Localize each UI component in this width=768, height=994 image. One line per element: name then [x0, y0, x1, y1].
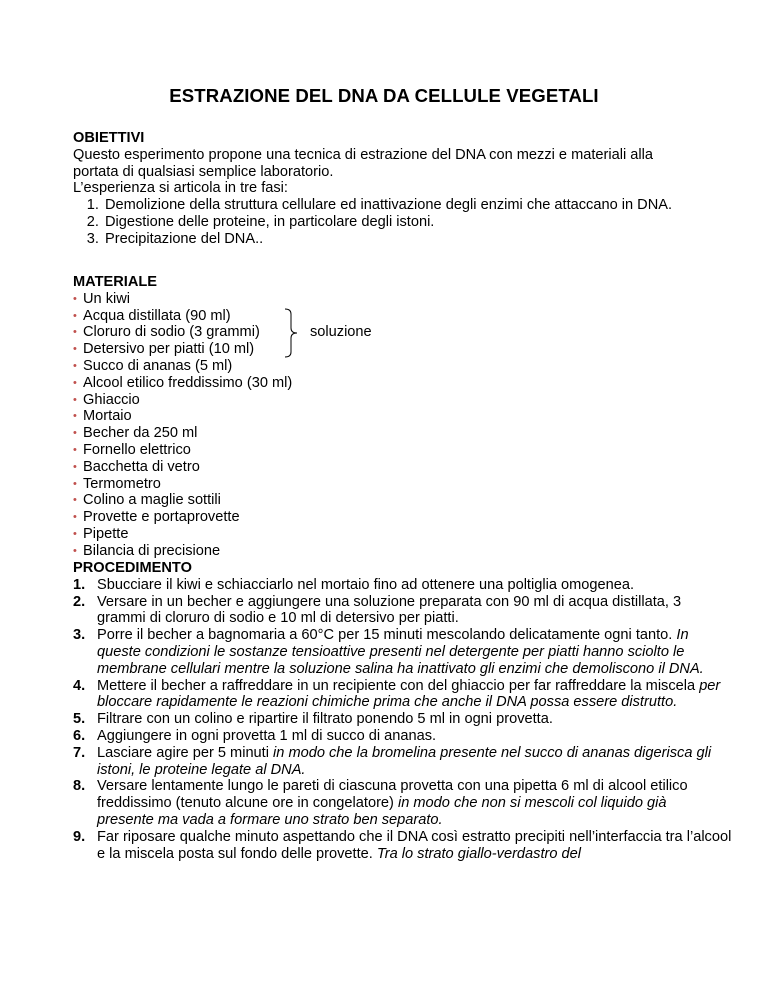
section-materiale	[73, 274, 713, 560]
list-item: • Colino a maglie sottili	[73, 492, 221, 509]
step-item: 6. Aggiungere in ogni provetta 1 ml di succo di ananas.	[73, 727, 437, 744]
step-item: 4. Mettere il becher a raffreddare in un recipiente con del ghiaccio per far raffreddare la miscela per bloccare rapidamente le reazioni chimiche prima che anche il DNA possa essere distrutto.	[73, 677, 721, 711]
list-item: • Detersivo per piatti (10 ml)	[73, 341, 255, 358]
bullet-icon: •	[73, 511, 77, 524]
list-item: • Cloruro di sodio (3 grammi)	[73, 324, 260, 341]
bullet-icon: •	[73, 309, 77, 322]
bullet-icon: •	[73, 376, 77, 389]
bullet-icon: •	[73, 292, 77, 305]
bullet-icon: •	[73, 443, 77, 456]
heading-materiale: MATERIALE	[73, 274, 158, 290]
list-item: • Termometro	[73, 475, 161, 492]
bullet-icon: •	[73, 544, 77, 557]
step-item: 3. Porre il becher a bagnomaria a 60°C per 15 minuti mescolando delicatamente ogni tanto. In queste condizioni le sostanze tensioattive presenti nel detergente per piatti hanno sciolto le membrane cellulari mentre la soluzione salina ha inattivato gli enzimi che demoliscono il DNA.	[73, 627, 704, 677]
list-item: • Alcool etilico freddissimo (30 ml)	[73, 374, 293, 391]
brace-label: soluzione	[310, 324, 372, 341]
section-procedimento	[73, 560, 732, 862]
heading-procedimento: PROCEDIMENTO	[73, 560, 192, 576]
fase-item: 2. Digestione delle proteine, in particolare degli istoni.	[103, 214, 703, 231]
list-item: • Acqua distillata (90 ml)	[73, 307, 231, 324]
list-item: • Succo di ananas (5 ml)	[73, 357, 233, 374]
section-obiettivi	[73, 130, 713, 248]
list-item: • Pipette	[73, 525, 129, 542]
list-item: • Bilancia di precisione	[73, 542, 221, 559]
heading-obiettivi: OBIETTIVI	[73, 130, 145, 146]
list-item: • Fornello elettrico	[73, 441, 191, 458]
list-item: • Bacchetta di vetro	[73, 458, 200, 475]
bullet-icon: •	[73, 427, 77, 440]
brace-icon	[283, 308, 303, 358]
list-item: • Ghiaccio	[73, 391, 140, 408]
fase-item: 1. Demolizione della struttura cellulare ed inattivazione degli enzimi che attaccano in DNA.	[103, 197, 703, 214]
step-item: 9. Far riposare qualche minuto aspettando che il DNA così estratto precipiti nell’interfaccia tra l’alcool e la miscela posta sul fondo delle provette. Tra lo strato giallo-verdastro del	[73, 828, 732, 862]
step-item: 8. Versare lentamente lungo le pareti di ciascuna provetta con una pipetta 6 ml di alcool etilico freddissimo (tenuto alcune ore in congelatore) in modo che non si mescoli col liquido già presente ma vada a formare uno strato ben separato.	[73, 778, 688, 828]
document-title: ESTRAZIONE DEL DNA DA CELLULE VEGETALI	[169, 85, 599, 106]
fasi-intro: L’esperienza si articola in tre fasi:	[73, 180, 288, 197]
fasi-list	[73, 197, 703, 247]
bullet-icon: •	[73, 494, 77, 507]
step-item: 1. Sbucciare il kiwi e schiacciarlo nel mortaio fino ad ottenere una poltiglia omogenea.	[73, 576, 635, 593]
fase-item: 3. Precipitazione del DNA..	[103, 231, 703, 248]
list-item: • Mortaio	[73, 408, 132, 425]
obiettivi-intro: Questo esperimento propone una tecnica di estrazione del DNA con mezzi e materiali alla portata di qualsiasi semplice laboratorio.	[73, 146, 654, 180]
materiale-list	[73, 291, 713, 560]
bullet-icon: •	[73, 410, 77, 423]
bullet-icon: •	[73, 527, 77, 540]
step-item: 7. Lasciare agire per 5 minuti in modo che la bromelina presente nel succo di ananas digerisca gli istoni, le proteine legate al DNA.	[73, 744, 712, 778]
step-item: 2. Versare in un becher e aggiungere una soluzione preparata con 90 ml di acqua distillata, 3 grammi di cloruro di sodio e 10 ml di detersivo per piatti.	[73, 593, 682, 627]
list-item: • Un kiwi	[73, 290, 131, 307]
step-item: 5. Filtrare con un colino e ripartire il filtrato ponendo 5 ml in ogni provetta.	[73, 711, 553, 728]
bullet-icon: •	[73, 343, 77, 356]
bullet-icon: •	[73, 460, 77, 473]
bullet-icon: •	[73, 359, 77, 372]
procedimento-list	[73, 576, 732, 863]
list-item: • Provette e portaprovette	[73, 509, 240, 526]
list-item: • Becher da 250 ml	[73, 425, 198, 442]
bullet-icon: •	[73, 477, 77, 490]
bullet-icon: •	[73, 393, 77, 406]
bullet-icon: •	[73, 326, 77, 339]
